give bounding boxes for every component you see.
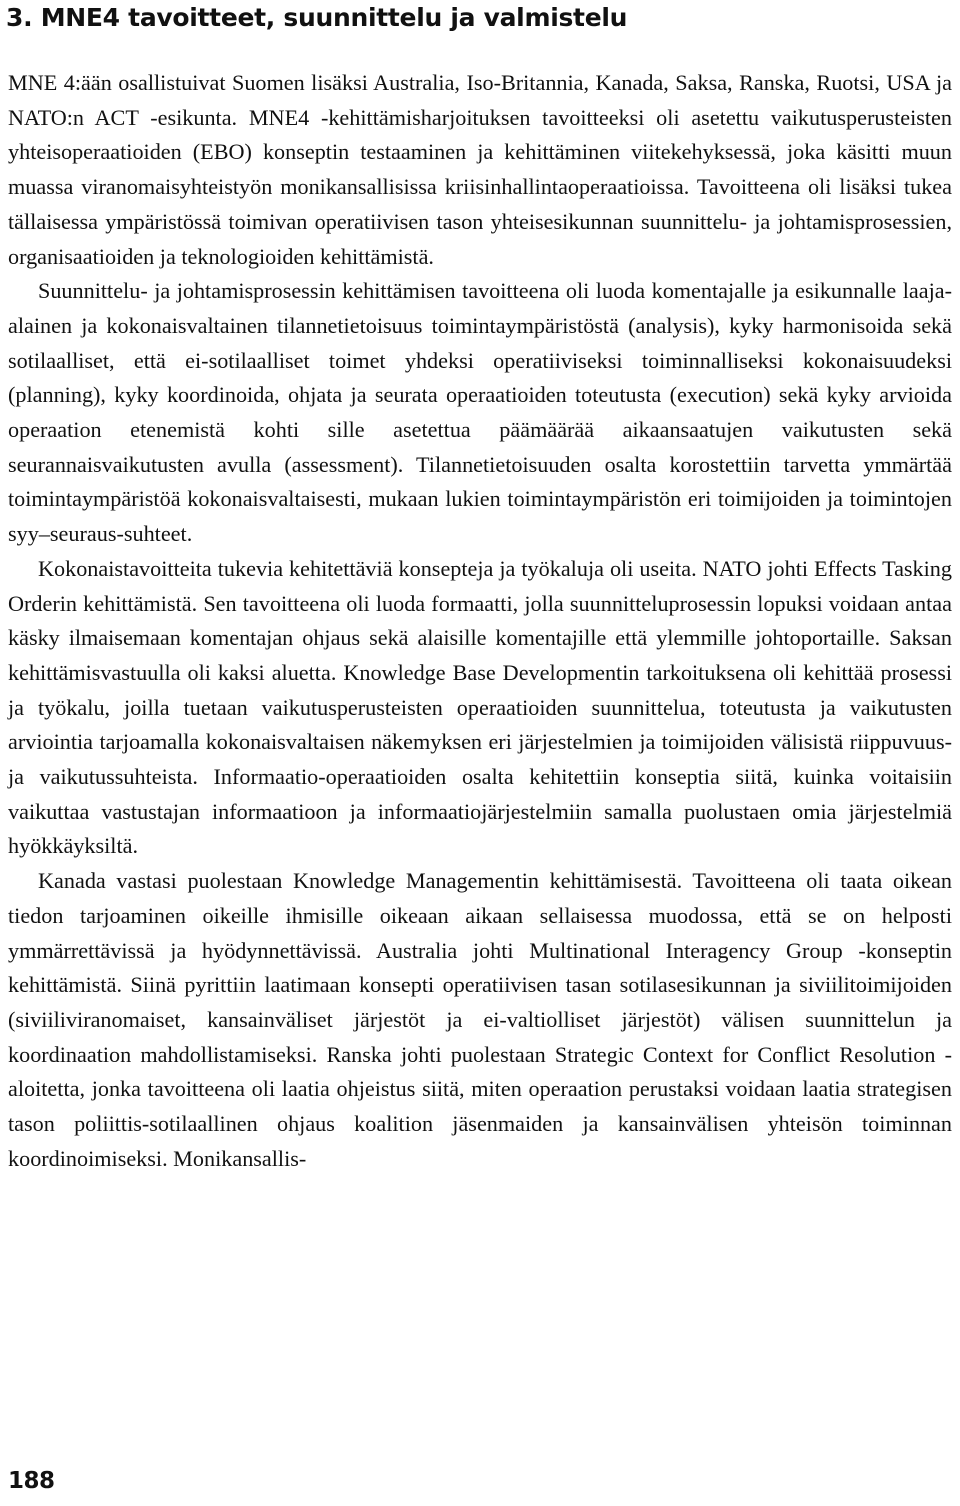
page-number: 188 bbox=[8, 1468, 55, 1494]
paragraph: Suunnittelu- ja johtamisprosessin kehittämisen tavoitteena oli luoda komentajalle ja esikunnalle laaja-alainen ja kokonaisvaltainen tilannetietoisuus toimintaympäristöstä (analysis), kyky harmonisoida sekä sotilaalliset, että ei-sotilaalliset toimet yhdeksi operatiiviseksi toiminnalliseksi kokonaisuudeksi (planning), kyky koordinoida, ohjata ja seurata operaatioiden toteutusta (execution) sekä kyky arvioida operaation etenemistä kohti sille asetettua päämäärää aikaansaatujen vaikutusten sekä seurannaisvaikutusten avulla (assessment). Tilannetietoisuuden osalta korostettiin tarvetta ymmärtää toimintaympäristöä kokonaisvaltaisesti, mukaan lukien toimintaympäristön eri toimijoiden ja toimintojen syy–seuraus-suhteet. bbox=[8, 278, 952, 547]
paragraph: MNE 4:ään osallistuivat Suomen lisäksi Australia, Iso-Britannia, Kanada, Saksa, Ranska, Ruotsi, USA ja NATO:n ACT -esikunta. MNE4 -kehittämisharjoituksen tavoitteeksi oli asetettu vaikutusperusteisten yhteisoperaatioiden (EBO) konseptin testaaminen ja kehittäminen viitekehyksessä, joka käsitti muun muassa viranomaisyhteistyön monikansallisissa kriisinhallintaoperaatioissa. Tavoitteena oli lisäksi tukea tällaisessa ympäristössä toimivan operatiivisen tason yhteisesikunnan suunnittelu- ja johtamisprosessien, organisaatioiden ja teknologioiden kehittämistä. bbox=[8, 70, 952, 269]
paragraph: Kanada vastasi puolestaan Knowledge Managementin kehittämisestä. Tavoitteena oli taata oikean tiedon tarjoaminen oikeille ihmisille oikeaan aikaan sellaisessa muodossa, että se on helposti ymmärrettävissä ja hyödynnettävissä. Australia johti Multinational Interagency Group -konseptin kehittämistä. Siinä pyrittiin laatimaan konsepti operatiivisen tasan sotilasesikunnan ja siviilitoimijoiden (siviiliviranomaiset, kansainväliset järjestöt ja ei-valtiolliset järjestöt) välisen suunnittelun ja koordinaation mahdollistamiseksi. Ranska johti puolestaan Strategic Context for Conflict Resolution -aloitetta, jonka tavoitteena oli laatia ohjeistus siitä, miten operaation perustaksi voidaan laatia strategisen tason poliittis-sotilaallinen ohjaus koalition jäsenmaiden ja kansainvälisen yhteisön toiminnan koordinoimiseksi. Monikansallis- bbox=[8, 868, 952, 1171]
body-text bbox=[8, 66, 952, 1177]
paragraph: Kokonaistavoitteita tukevia kehitettäviä konsepteja ja työkaluja oli useita. NATO johti Effects Tasking Orderin kehittämistä. Sen tavoitteena oli luoda formaatti, jolla suunnitteluprosessin lopuksi voidaan antaa käsky ilmaisemaan komentajan ohjaus sekä alaisille komentajille että ylemmille johtoportaille. Saksan kehittämisvastuulla oli kaksi aluetta. Knowledge Base Developmentin tarkoituksena oli kehittää prosessi ja työkalu, joilla tuetaan vaikutusperusteisten operaatioiden suunnittelua, toteutusta ja vaikutusten arviointia tarjoamalla kokonaisvaltaisen näkemyksen eri järjestelmien ja toimijoiden välisistä riippuvuus- ja vaikutussuhteista. Informaatio-operaatioiden osalta kehitettiin konseptia siitä, kuinka voitaisiin vaikuttaa vastustajan informaatioon ja informaatiojärjestelmiin samalla puolustaen omia järjestelmiä hyökkäyksiltä. bbox=[8, 555, 952, 859]
section-title: 3. MNE4 tavoitteet, suunnittelu ja valmistelu bbox=[6, 3, 628, 32]
